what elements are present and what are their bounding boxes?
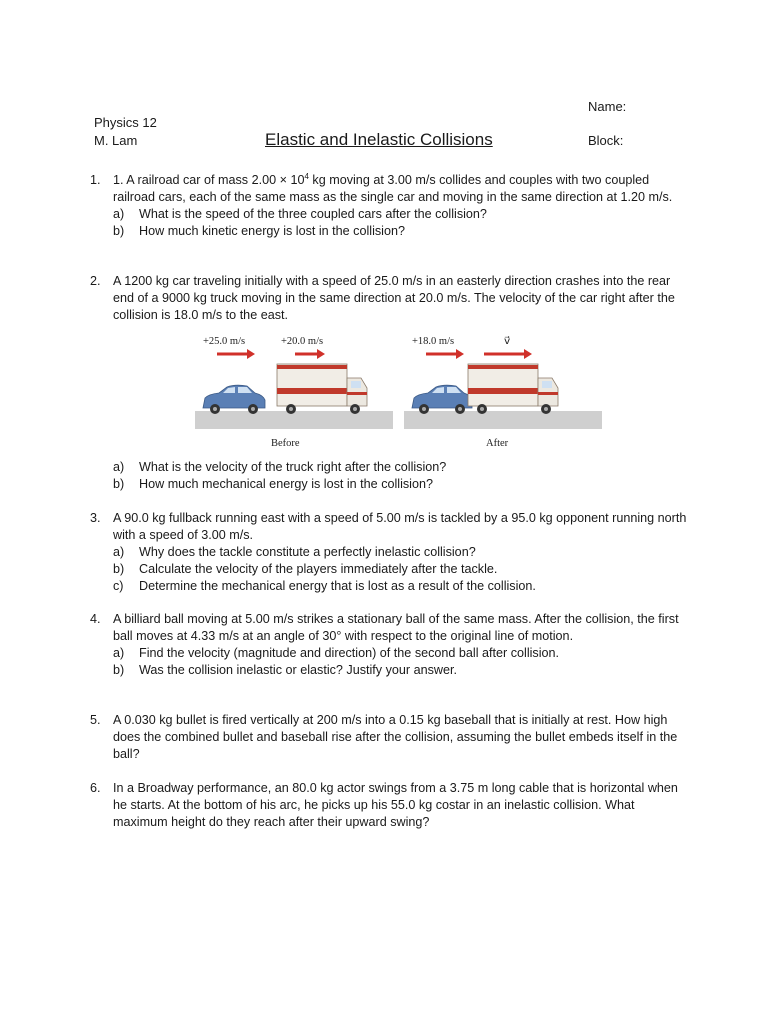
- block-label: Block:: [588, 133, 624, 148]
- name-label: Name:: [588, 99, 627, 114]
- question-2: [90, 273, 690, 324]
- question-5: [90, 712, 690, 763]
- car-velocity-label: +25.0 m/s: [203, 336, 246, 347]
- before-panel: [195, 330, 393, 454]
- question-text: In a Broadway performance, an 80.0 kg actor swings from a 3.75 m long cable that is horizontal when he starts. At the bottom of his arc, he picks up his 55.0 kg costar in an inelastic collision. What maximum height do they reach after their upward swing?: [113, 781, 678, 829]
- ground: [404, 411, 602, 429]
- course-label: Physics 12: [94, 115, 157, 130]
- after-panel: [404, 330, 602, 454]
- question-number: 6.: [90, 781, 101, 795]
- question-part: a) What is the velocity of the truck right after the collision?: [113, 460, 447, 474]
- question-part: a) Why does the tackle constitute a perfectly inelastic collision?: [113, 545, 476, 559]
- question-part: a) Find the velocity (magnitude and direction) of the second ball after collision.: [113, 646, 560, 660]
- teacher-label: M. Lam: [94, 133, 138, 148]
- question-text: A 0.030 kg bullet is fired vertically at 200 m/s into a 0.15 kg baseball that is initially at rest. How high does the combined bullet and baseball rise after the collision, assuming the bullet embeds itself in the ball?: [113, 713, 678, 761]
- question-number: 3.: [90, 511, 101, 525]
- question-part: b) Was the collision inelastic or elastic? Justify your answer.: [113, 663, 458, 677]
- truck-velocity-label: v⃗: [504, 336, 511, 347]
- question-2-parts: [90, 459, 690, 493]
- question-text: A billiard ball moving at 5.00 m/s strikes a stationary ball of the same mass. After the collision, the first ball moves at 4.33 m/s at an angle of 30° with respect to the original line of motion.: [113, 612, 679, 643]
- question-4: [90, 611, 690, 679]
- collision-diagram: [195, 330, 602, 454]
- question-part: b) How much mechanical energy is lost in the collision?: [113, 477, 433, 491]
- question-text: 1. A railroad car of mass $2.00 \times 10^4$ kg moving at 3.00 m/s collides and couples with two coupled railroad cars, each of the same mass as the single car and moving in the same direction at 1.20 m/s.: [113, 171, 673, 204]
- car-velocity-label: +18.0 m/s: [412, 336, 455, 347]
- question-number: 4.: [90, 612, 101, 626]
- question-number: 5.: [90, 713, 101, 727]
- truck-velocity-label: +20.0 m/s: [281, 336, 324, 347]
- collision-figure: [195, 330, 602, 454]
- after-caption: After: [486, 438, 509, 449]
- ground: [195, 411, 393, 429]
- page-title: Elastic and Inelastic Collisions: [265, 130, 493, 149]
- question-6: [90, 780, 690, 831]
- question-1: [90, 172, 690, 240]
- question-3: [90, 510, 690, 595]
- question-part: a) What is the speed of the three coupled cars after the collision?: [113, 207, 487, 221]
- question-text: A 90.0 kg fullback running east with a speed of 5.00 m/s is tackled by a 95.0 kg opponent running north with a speed of 3.00 m/s.: [113, 511, 687, 542]
- question-part: b) How much kinetic energy is lost in the collision?: [113, 224, 405, 238]
- question-number: 1.: [90, 173, 101, 187]
- question-number: 2.: [90, 274, 101, 288]
- question-part: b) Calculate the velocity of the players immediately after the tackle.: [113, 562, 498, 576]
- before-caption: Before: [271, 438, 300, 449]
- question-part: c) Determine the mechanical energy that is lost as a result of the collision.: [113, 579, 536, 593]
- question-text: A 1200 kg car traveling initially with a speed of 25.0 m/s in an easterly direction crashes into the rear end of a 9000 kg truck moving in the same direction at 20.0 m/s. The velocity of the car right after the collision is 18.0 m/s to the east.: [113, 274, 675, 322]
